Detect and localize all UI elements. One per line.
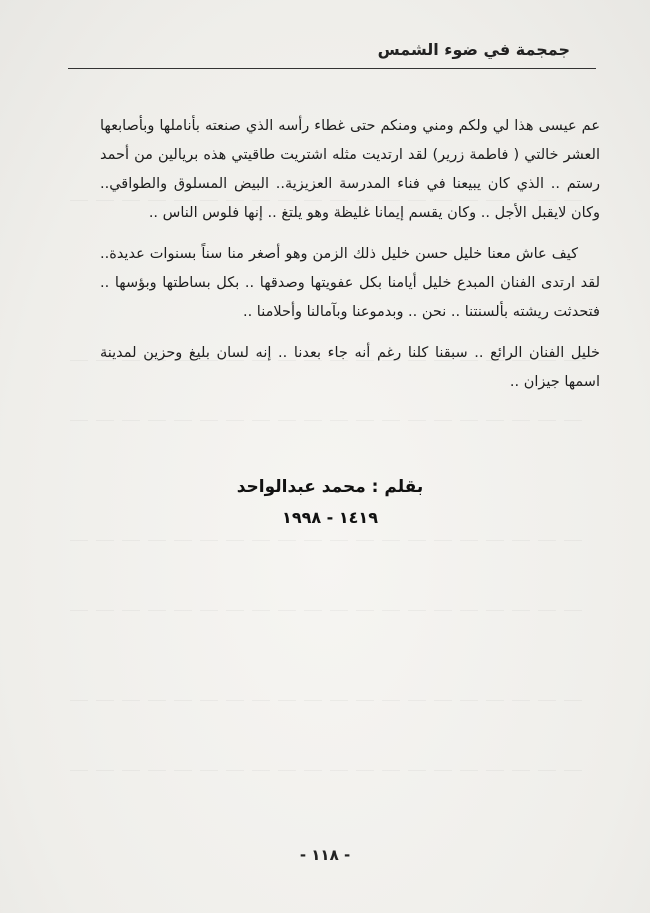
show-through-line (70, 700, 590, 701)
paragraph-3: خليل الفنان الرائع .. سبقنا كلنا رغم أنه جاء بعدنا .. إنه لسان بليغ وحزين لمدينة اسمها جيزان .. (100, 345, 600, 390)
show-through-line (70, 420, 590, 421)
show-through-line (70, 770, 590, 771)
author-signature: بقلم : محمد عبدالواحد (236, 477, 424, 497)
signature-block (210, 474, 450, 530)
running-header: جمجمة في ضوء الشمس (377, 40, 570, 59)
paragraph-1: عم عيسى هذا لي ولكم ومني ومنكم حتى غطاء رأسه الذي صنعته بأناملها وبأصابعها العشر خالتي ( فاطمة زرير) لقد ارتديت مثله اشتريت طاقيتي هذه بريالين من أحمد رستم .. الذي كان يبيعنا في فناء المدرسة العزيزية.. البيض المسلوق والطواقي.. وكان لايقبل الأجل .. وكان يقسم إيمانا غليظة وهو يلتغ .. إنها فلوس الناس .. (100, 118, 600, 221)
show-through-line (70, 610, 590, 611)
show-through-line (70, 540, 590, 541)
signature-date: ١٤١٩ - ١٩٩٨ (282, 508, 378, 527)
header-rule (68, 68, 596, 69)
body-text (100, 112, 600, 409)
paragraph-2: كيف عاش معنا خليل حسن خليل ذلك الزمن وهو أصغر منا سناً بسنوات عديدة.. لقد ارتدى الفنان المبدع خليل أيامنا بكل عفويتها وصدقها .. بكل بساطتها وبؤسها .. فتحدثت ريشته بألسنتنا .. نحن .. وبدموعنا وبآمالنا وأحلامنا .. (100, 246, 600, 320)
page-number: - ١١٨ - (299, 846, 351, 864)
